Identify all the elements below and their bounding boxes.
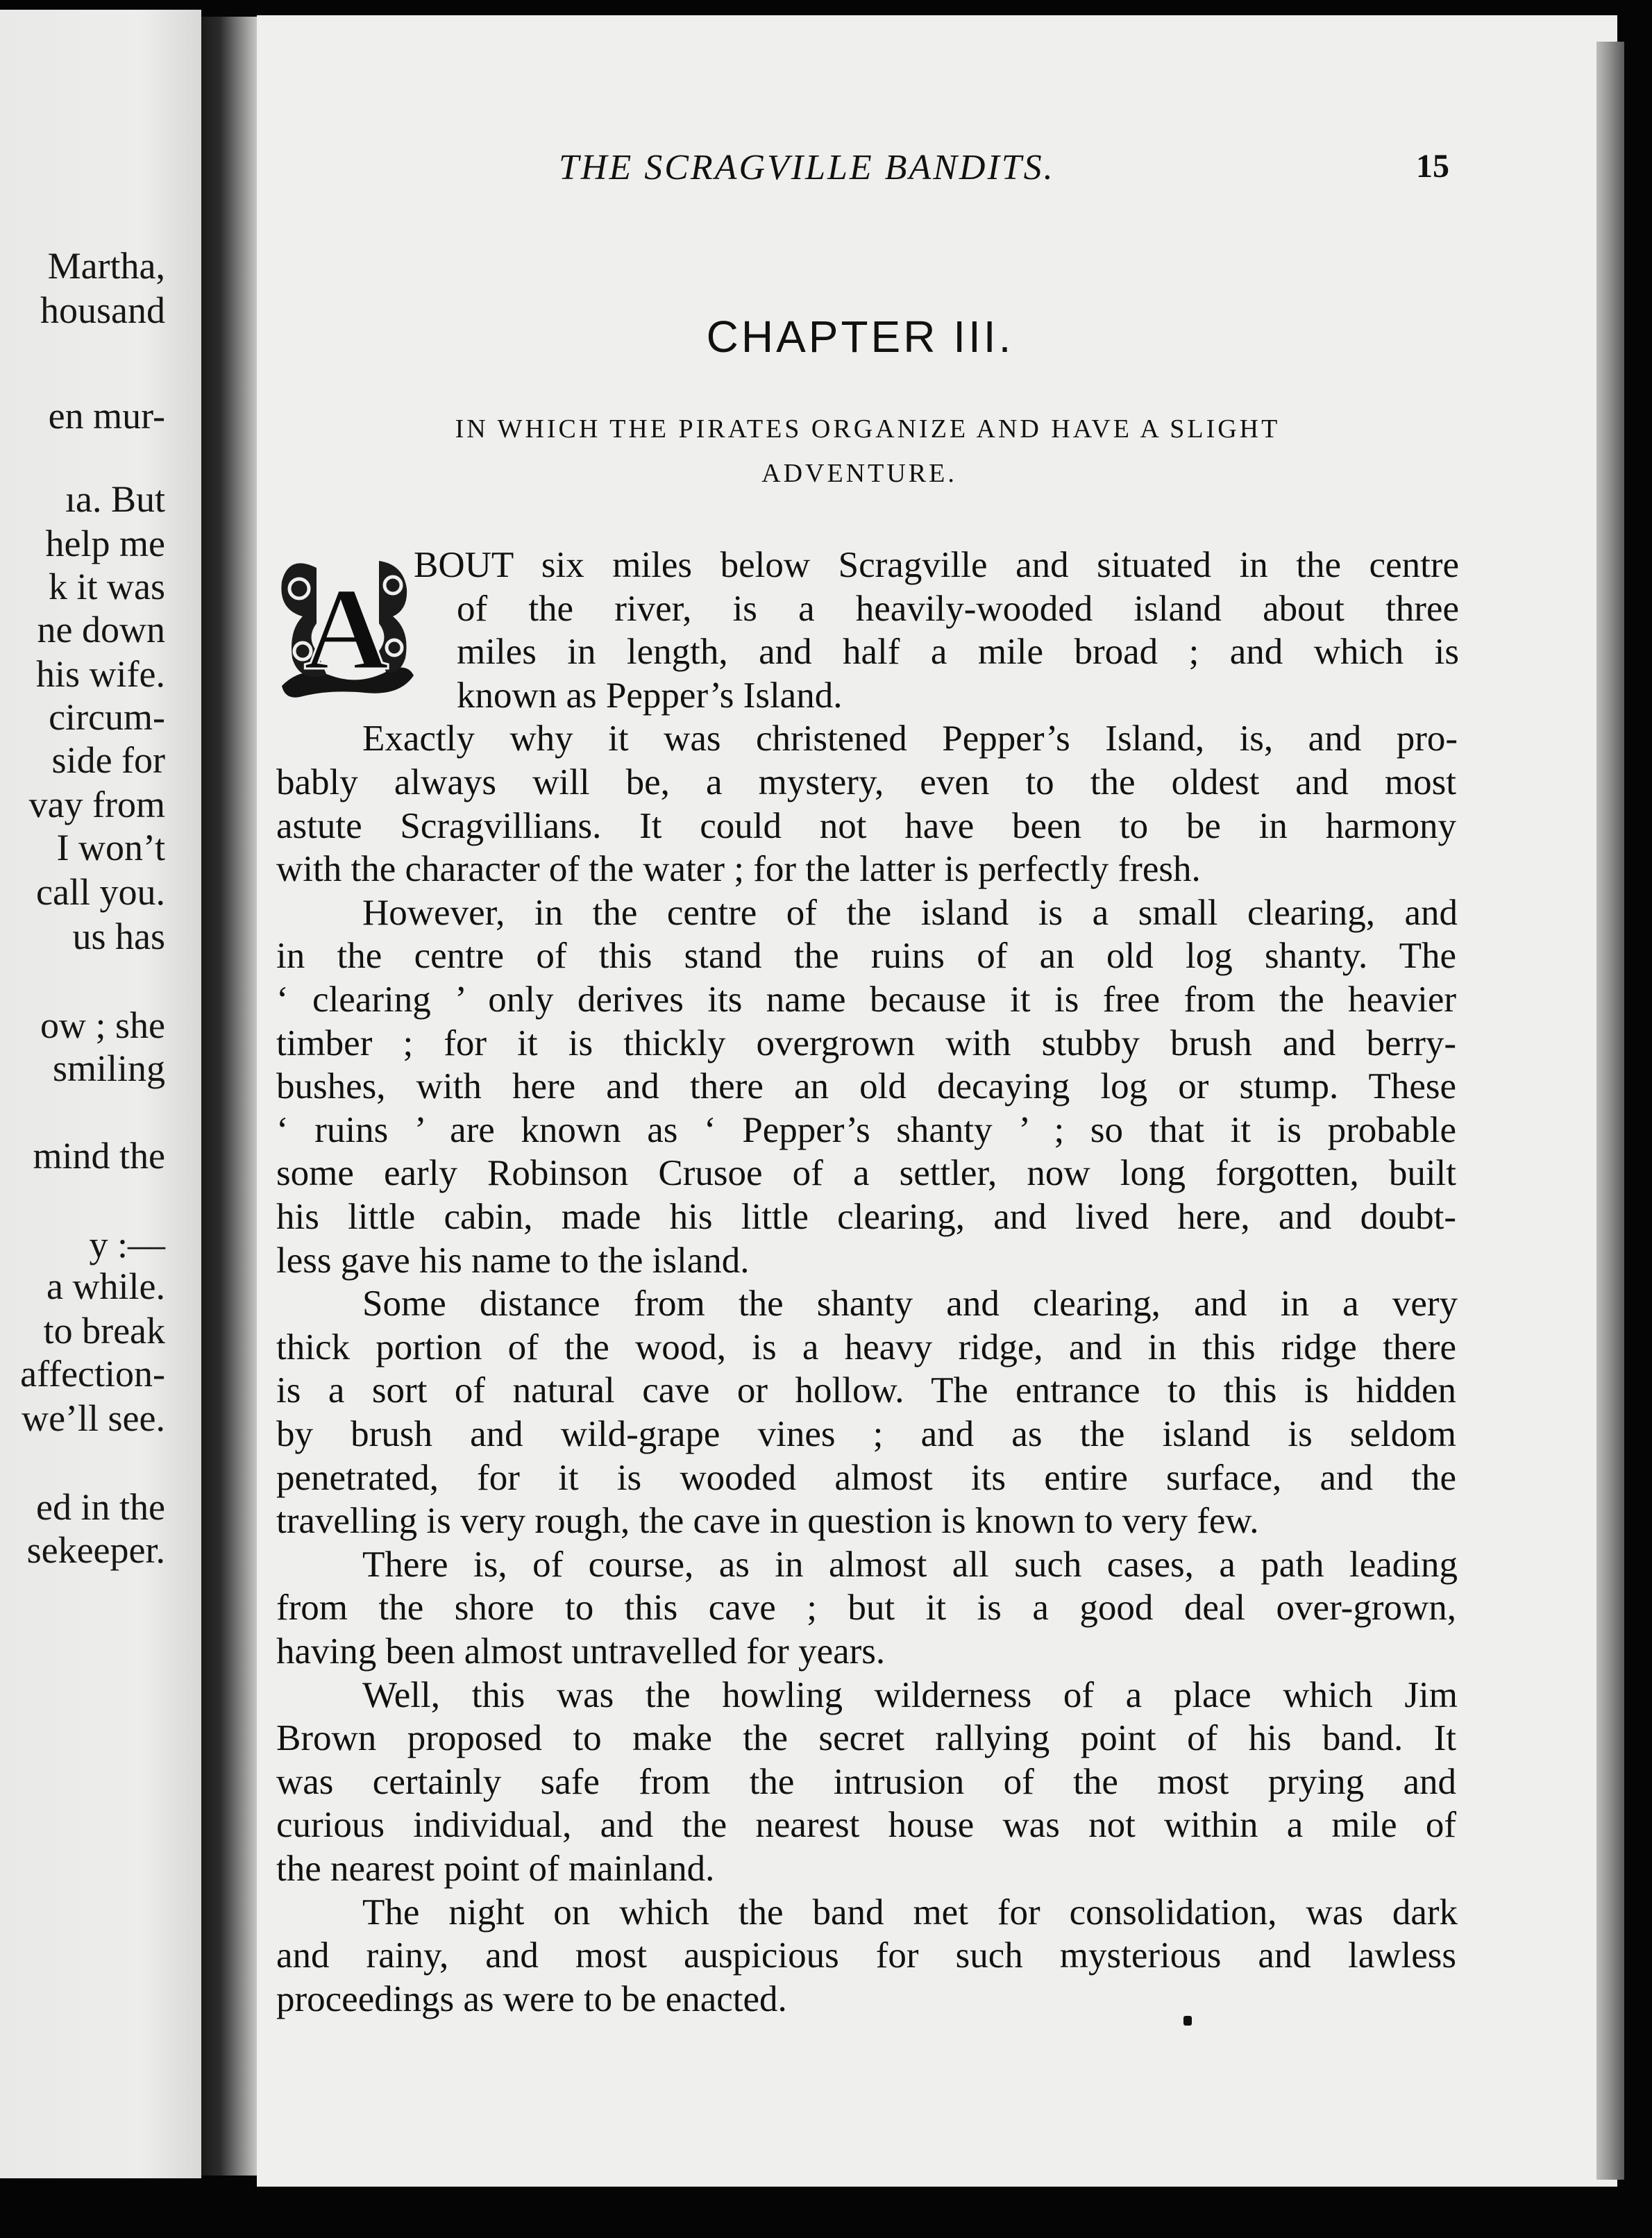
body-text-line: travelling is very rough, the cave in question is known to very few.	[276, 1501, 1259, 1541]
body-text-line: is a sort of natural cave or hollow. The entrance to this is hidden	[276, 1370, 1456, 1411]
left-page-line: k it was	[49, 566, 165, 607]
body-text-line: Some distance from the shanty and clearing, and in a very	[362, 1284, 1458, 1324]
body-text-line: was certainly safe from the intrusion of the most prying and	[276, 1762, 1456, 1802]
chapter-subtitle-continued: ADVENTURE.	[761, 459, 957, 488]
left-page-line: sekeeper.	[26, 1529, 165, 1571]
left-page-line: vay from	[28, 784, 165, 825]
left-page-line: we’ll see.	[22, 1397, 165, 1439]
body-text-line: thick portion of the wood, is a heavy ridge, and in this ridge there	[276, 1327, 1456, 1368]
body-text-line: bably always will be, a mystery, even to the oldest and most	[276, 762, 1456, 802]
left-page-line: y :—	[89, 1224, 165, 1265]
body-text-line: timber ; for it is thickly overgrown with stubby brush and berry-	[276, 1023, 1456, 1063]
left-page-line: en mur-	[48, 395, 165, 437]
body-text-line: his little cabin, made his little clearing, and lived here, and doubt-	[276, 1197, 1456, 1237]
drop-cap-letter: A	[303, 564, 389, 694]
body-text-line: known as Pepper’s Island.	[457, 675, 843, 716]
body-text-line: the nearest point of mainland.	[276, 1849, 715, 1889]
body-text-line: ‘ ruins ’ are known as ‘ Pepper’s shanty ’ ; so that it is probable	[276, 1110, 1456, 1150]
left-page-line: I won’t	[56, 827, 165, 868]
body-text-line: miles in length, and half a mile broad ; and which is	[457, 632, 1459, 672]
ink-speck	[1183, 2016, 1192, 2026]
body-text-line: of the river, is a heavily-wooded island about three	[457, 589, 1459, 629]
left-page-line: to break	[43, 1310, 165, 1352]
ornamental-drop-cap	[275, 547, 418, 704]
left-page-line: side for	[51, 739, 165, 781]
body-text-line: BOUT six miles below Scragville and situated in the centre	[414, 545, 1459, 585]
body-text-line: The night on which the band met for consolidation, was dark	[362, 1892, 1458, 1933]
body-text-line: Brown proposed to make the secret rallying point of his band. It	[276, 1718, 1456, 1758]
chapter-title: CHAPTER III.	[706, 312, 1014, 362]
body-text-line: less gave his name to the island.	[276, 1240, 750, 1281]
body-text-line: and rainy, and most auspicious for such mysterious and lawless	[276, 1935, 1456, 1976]
body-text-line: There is, of course, as in almost all such cases, a path leading	[362, 1545, 1458, 1585]
body-text-line: astute Scragvillians. It could not have been to be in harmony	[276, 806, 1456, 846]
left-page-line: his wife.	[36, 653, 165, 695]
body-text-line: by brush and wild-grape vines ; and as the island is seldom	[276, 1414, 1456, 1454]
left-page-line: ıa. But	[65, 478, 165, 520]
left-page-line: housand	[40, 289, 165, 331]
body-text-line: ‘ clearing ’ only derives its name because it is free from the heavier	[276, 979, 1456, 1020]
left-page-line: call you.	[36, 871, 165, 913]
left-page-line: ne down	[37, 609, 165, 650]
body-text-line: However, in the centre of the island is a small clearing, and	[362, 893, 1458, 933]
body-text-line: having been almost untravelled for years.	[276, 1631, 886, 1672]
left-page-line: Martha,	[47, 245, 165, 287]
body-text-line: in the centre of this stand the ruins of an old log shanty. The	[276, 936, 1456, 976]
body-text-line: penetrated, for it is wooded almost its entire surface, and the	[276, 1458, 1456, 1498]
body-text-line: with the character of the water ; for the latter is perfectly fresh.	[276, 849, 1201, 889]
body-text-line: Exactly why it was christened Pepper’s Island, is, and pro-	[362, 718, 1458, 759]
body-text-line: curious individual, and the nearest house was not within a mile of	[276, 1805, 1456, 1845]
body-text-line: proceedings as were to be enacted.	[276, 1979, 787, 2019]
body-text-line: Well, this was the howling wilderness of a place which Jim	[362, 1675, 1458, 1715]
body-text-line: bushes, with here and there an old decaying log or stump. These	[276, 1066, 1456, 1107]
chapter-subtitle: IN WHICH THE PIRATES ORGANIZE AND HAVE A SLIGHT	[455, 414, 1281, 444]
page-edge	[1596, 42, 1624, 2180]
left-page-line: us has	[72, 916, 165, 957]
body-text-line: from the shore to this cave ; but it is a good deal over-grown,	[276, 1588, 1456, 1628]
left-page-line: ed in the	[36, 1486, 165, 1528]
left-page-line: ow ; she	[40, 1004, 165, 1046]
left-page-line: affection-	[20, 1353, 165, 1395]
left-page-line: circum-	[49, 696, 165, 738]
left-page-line: smiling	[52, 1048, 165, 1089]
running-head: THE SCRAGVILLE BANDITS.	[559, 148, 1055, 187]
body-text-line: some early Robinson Crusoe of a settler, now long forgotten, built	[276, 1153, 1456, 1193]
left-page-line: a while.	[47, 1265, 165, 1307]
left-page-line: help me	[45, 523, 165, 564]
page-number: 15	[1416, 148, 1449, 185]
left-page-line: mind the	[33, 1135, 165, 1177]
